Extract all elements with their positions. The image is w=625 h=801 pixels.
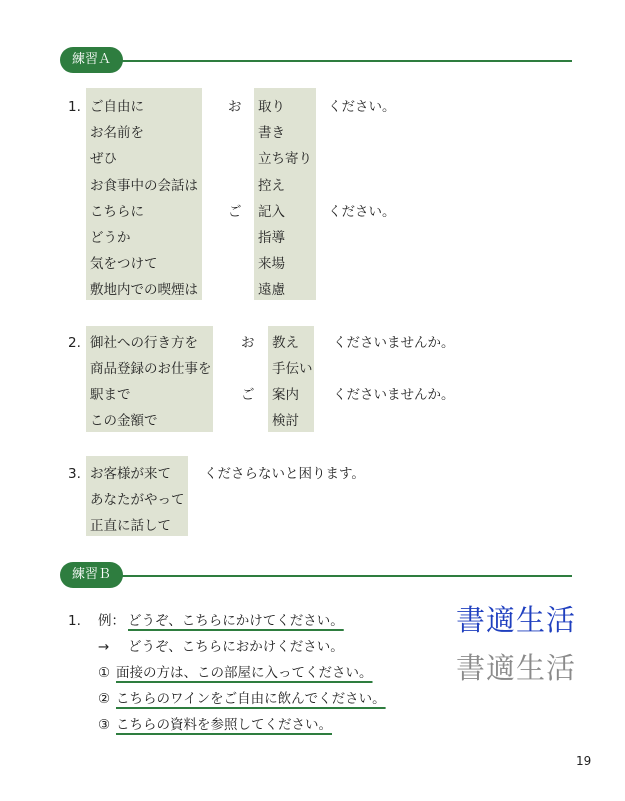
b-ex1-number: 1. (68, 613, 81, 629)
ex2-col1-item: 御社への行き方を (90, 335, 198, 351)
ex1-col1-item: ぜひ (90, 151, 117, 167)
b-item-text: こちらの資料を参照してください。 (116, 717, 332, 733)
section-b-label: 練習Ｂ (60, 562, 123, 588)
ex2-col2-item: 教え (272, 335, 299, 351)
b-item-text: こちらのワインをご自由に飲んでください。 (116, 691, 386, 707)
section-a-label: 練習Ａ (60, 47, 123, 73)
b-item-mark: ③ (98, 717, 111, 733)
ex2-prefix-o: お (241, 335, 255, 351)
watermark-gray: 書適生活 (456, 651, 577, 685)
ex1-col2-item: 指導 (258, 230, 285, 246)
ex1-col1-item: 気をつけて (90, 256, 158, 272)
ex3-suffix: くださらないと困ります。 (204, 466, 365, 482)
ex3-col1-item: 正直に話して (90, 518, 171, 534)
ex1-col1-item: お名前を (90, 125, 144, 141)
ex3-col1-item: あなたがやって (90, 492, 185, 508)
ex2-suffix-1: くださいませんか。 (333, 335, 455, 351)
ex1-col1-item: どうか (90, 230, 131, 246)
ex2-prefix-go: ご (241, 387, 255, 403)
ex1-col2-item: 書き (258, 125, 285, 141)
section-a-rule (120, 60, 572, 62)
ex2-col2-item: 検討 (272, 413, 299, 429)
ex1-col2-item: 記入 (258, 204, 285, 220)
b-item-mark: ② (98, 691, 111, 707)
ex3-col1-item: お客様が来て (90, 466, 171, 482)
watermark-blue: 書適生活 (456, 603, 577, 637)
page-number: 19 (576, 754, 592, 768)
ex1-col1-item: ご自由に (90, 99, 144, 115)
ex1-col2-item: 立ち寄り (258, 151, 312, 167)
b-example: どうぞ、こちらにかけてください。 (128, 613, 344, 629)
ex1-prefix-o: お (228, 99, 242, 115)
b-answer: どうぞ、こちらにおかけください。 (128, 639, 344, 655)
ex1-prefix-go: ご (228, 204, 242, 220)
ex1-col1-item: こちらに (90, 204, 144, 220)
b-item-text: 面接の方は、この部屋に入ってください。 (116, 665, 373, 681)
b-item-mark: ① (98, 665, 111, 681)
ex1-number: 1. (68, 99, 81, 115)
ex1-col1-item: お食事中の会話は (90, 178, 198, 194)
section-b-rule (120, 575, 572, 577)
ex2-col1-item: 駅まで (90, 387, 131, 403)
b-arrow: → (98, 639, 110, 655)
ex2-col1-item: この金額で (90, 413, 158, 429)
ex1-col2-item: 取り (258, 99, 285, 115)
ex1-col2-item: 控え (258, 178, 285, 194)
ex1-suffix-1: ください。 (328, 99, 396, 115)
ex2-col1-item: 商品登録のお仕事を (90, 361, 212, 377)
ex1-col1-item: 敷地内での喫煙は (90, 282, 198, 298)
ex2-number: 2. (68, 335, 81, 351)
b-example-prefix: 例： (98, 613, 125, 629)
ex1-suffix-2: ください。 (328, 204, 396, 220)
ex3-number: 3. (68, 466, 81, 482)
ex2-suffix-2: くださいませんか。 (333, 387, 455, 403)
ex2-col2-item: 手伝い (272, 361, 313, 377)
ex1-col2-item: 遠慮 (258, 282, 285, 298)
ex2-col2-item: 案内 (272, 387, 299, 403)
ex1-col2-item: 来場 (258, 256, 285, 272)
